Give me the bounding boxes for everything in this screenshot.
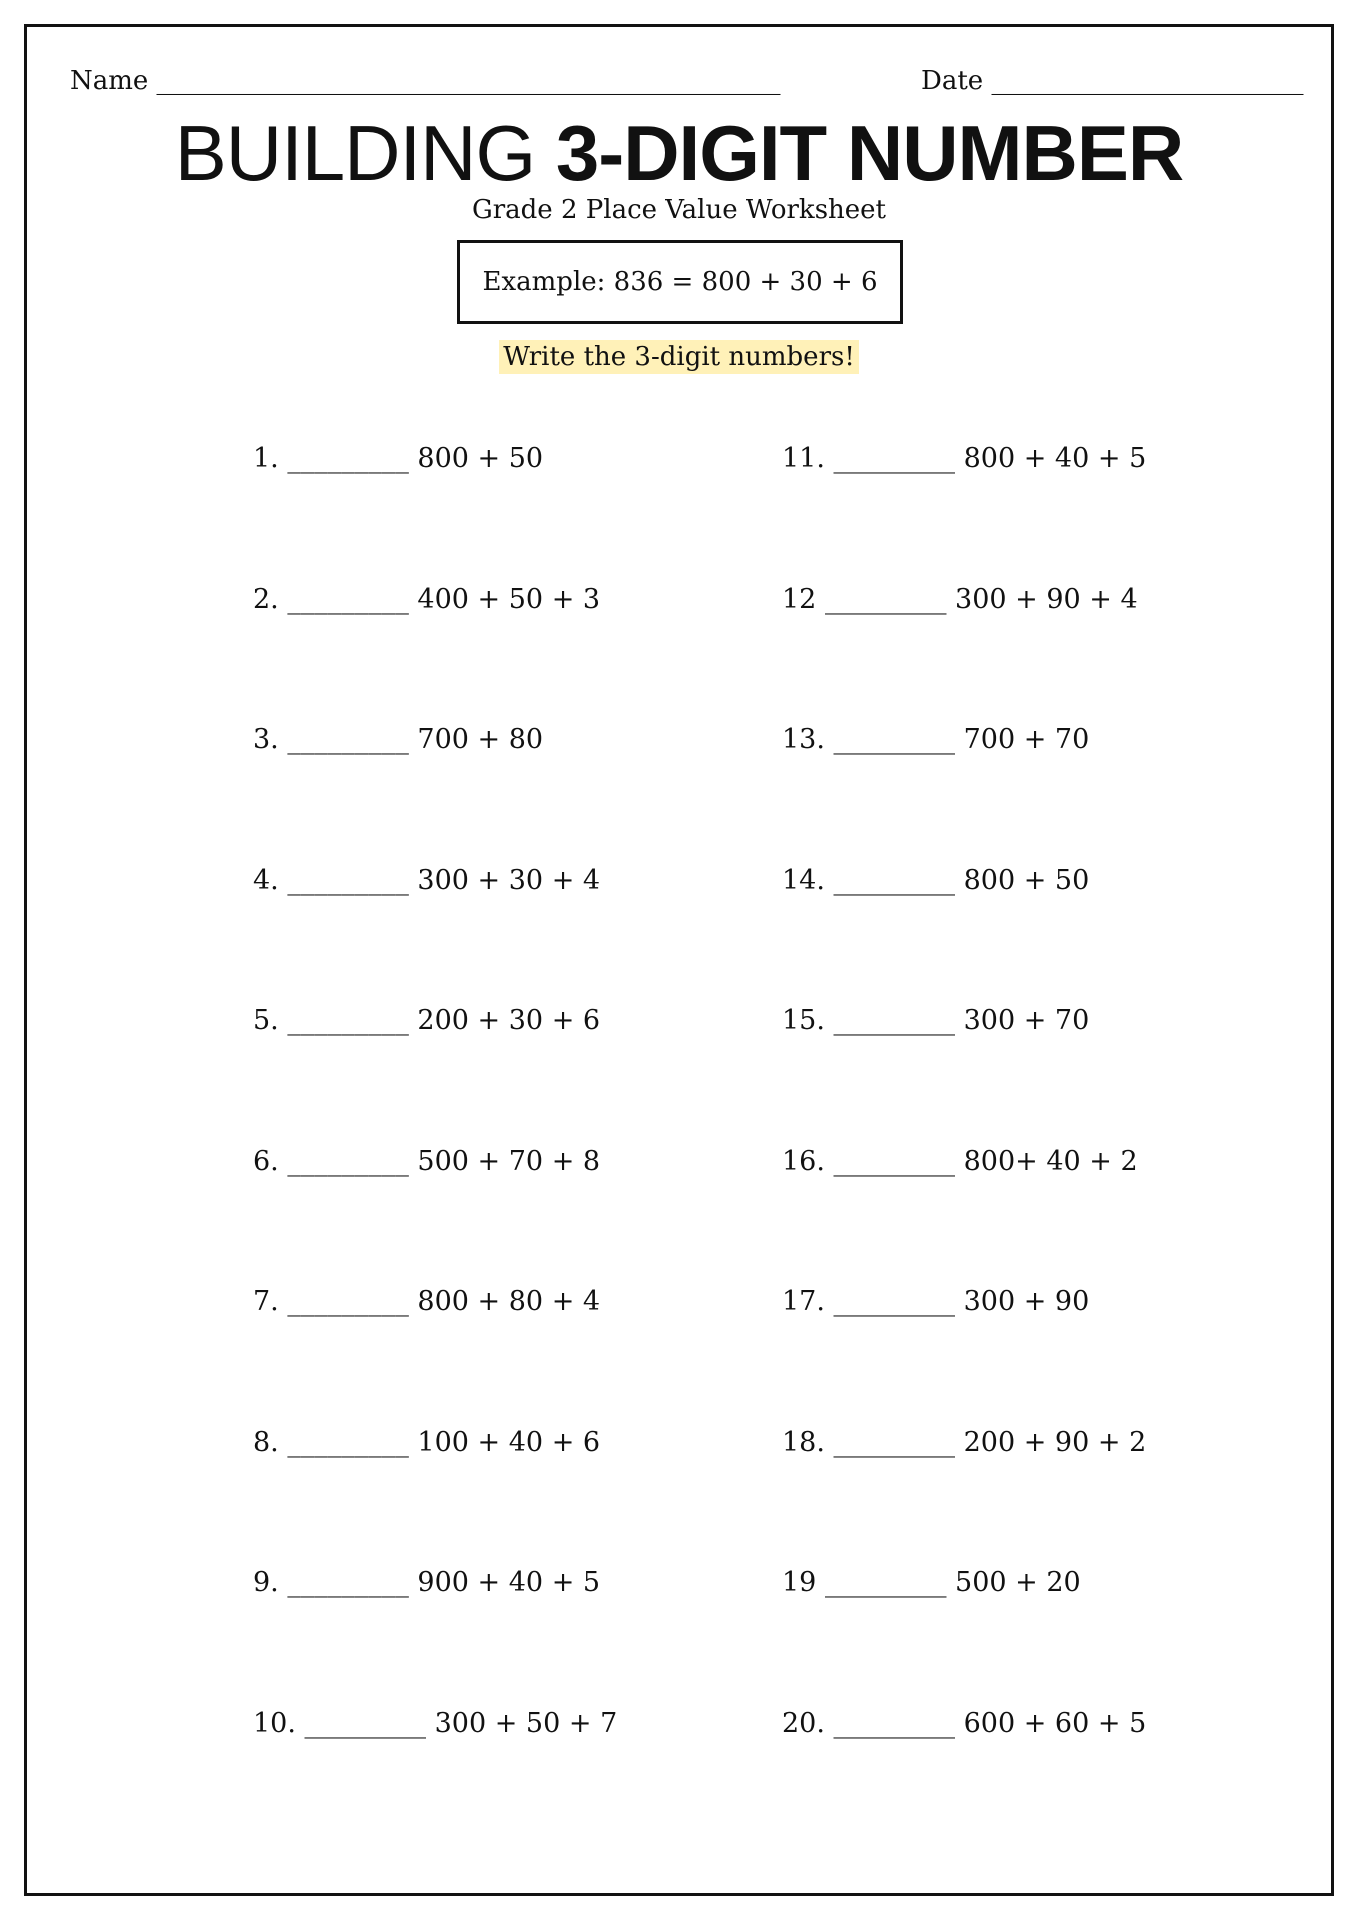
problem-item[interactable]: 3. _________ 700 + 80 [253, 724, 544, 755]
problem-item[interactable]: 7. _________ 800 + 80 + 4 [253, 1286, 601, 1317]
worksheet-subtitle: Grade 2 Place Value Worksheet [471, 195, 887, 225]
problem-item[interactable]: 18. _________ 200 + 90 + 2 [782, 1427, 1147, 1458]
problem-item[interactable]: 5. _________ 200 + 30 + 6 [253, 1005, 601, 1036]
problem-item[interactable]: 19 _________ 500 + 20 [782, 1567, 1081, 1598]
problem-item[interactable]: 9. _________ 900 + 40 + 5 [253, 1567, 601, 1598]
worksheet-title [0, 108, 1358, 198]
instruction-row [0, 340, 1358, 374]
example-text: Example: 836 = 800 + 30 + 6 [482, 267, 878, 297]
problem-item[interactable]: 11. _________ 800 + 40 + 5 [782, 443, 1147, 474]
problem-item[interactable]: 17. _________ 300 + 90 [782, 1286, 1090, 1317]
title-light: BUILDING [174, 109, 556, 197]
problem-item[interactable]: 1. _________ 800 + 50 [253, 443, 544, 474]
problem-item[interactable]: 14. _________ 800 + 50 [782, 865, 1090, 896]
problem-item[interactable]: 13. _________ 700 + 70 [782, 724, 1090, 755]
problem-item[interactable]: 12 _________ 300 + 90 + 4 [782, 584, 1138, 615]
example-box [457, 240, 903, 324]
problem-item[interactable]: 15. _________ 300 + 70 [782, 1005, 1090, 1036]
title-bold: 3-DIGIT NUMBER [555, 109, 1184, 197]
problem-item[interactable]: 4. _________ 300 + 30 + 4 [253, 865, 601, 896]
date-field[interactable]: Date ________________________ [921, 66, 1304, 96]
name-field[interactable]: Name ________________________________________________ [70, 66, 781, 96]
problem-item[interactable]: 8. _________ 100 + 40 + 6 [253, 1427, 601, 1458]
problem-item[interactable]: 16. _________ 800+ 40 + 2 [782, 1146, 1138, 1177]
problem-item[interactable]: 6. _________ 500 + 70 + 8 [253, 1146, 601, 1177]
instruction-text: Write the 3-digit numbers! [499, 340, 859, 374]
problem-item[interactable]: 10. _________ 300 + 50 + 7 [253, 1708, 618, 1739]
problem-item[interactable]: 20. _________ 600 + 60 + 5 [782, 1708, 1147, 1739]
problem-item[interactable]: 2. _________ 400 + 50 + 3 [253, 584, 601, 615]
